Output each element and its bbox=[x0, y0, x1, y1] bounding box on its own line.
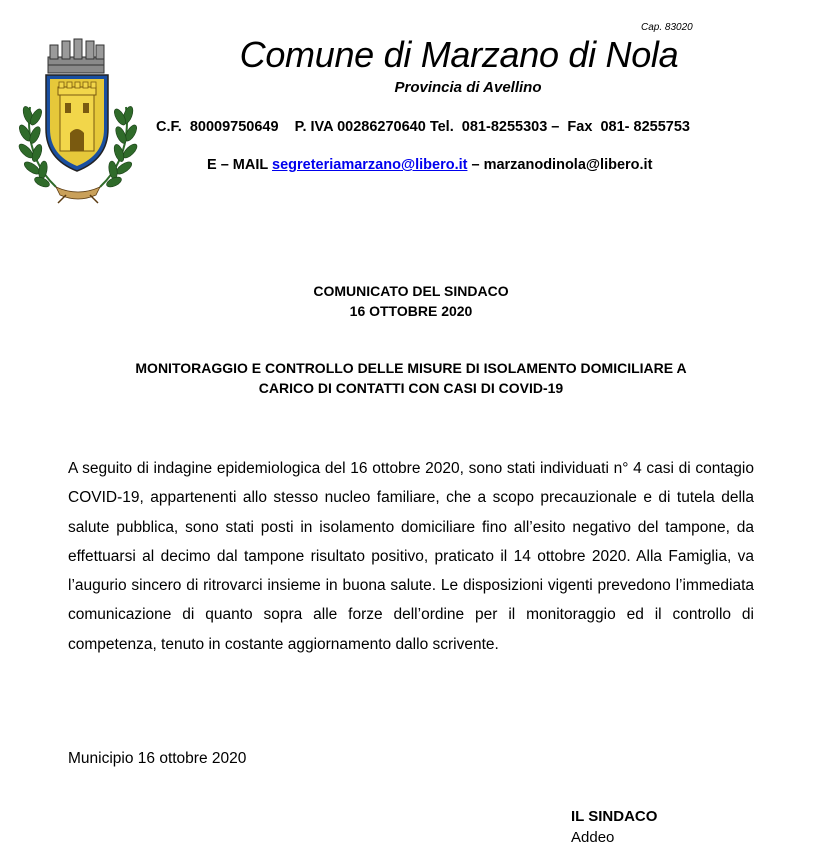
notice-subject bbox=[40, 358, 782, 398]
notice-heading-date: 16 OTTOBRE 2020 bbox=[349, 303, 473, 319]
email-secondary: – marzanodinola@libero.it bbox=[467, 157, 653, 173]
email-label: E – MAIL bbox=[207, 157, 272, 173]
province-label: Provincia di Avellino bbox=[394, 79, 542, 96]
fiscal-contact-line: C.F. 80009750649 P. IVA 00286270640 Tel. 081-8255303 – Fax 081- 8255753 bbox=[156, 119, 690, 135]
signature-name: Addeo bbox=[571, 829, 615, 846]
signature-title: IL SINDACO bbox=[571, 808, 658, 825]
notice-heading-title: COMUNICATO DEL SINDACO bbox=[313, 283, 509, 299]
notice-subject-line-2: CARICO DI CONTATTI CON CASI DI COVID-19 bbox=[258, 380, 564, 396]
place-date: Municipio 16 ottobre 2020 bbox=[68, 750, 247, 767]
notice-body: A seguito di indagine epidemiologica del 16 ottobre 2020, sono stati individuati n° 4 casi di contagio COVID-19, appartenenti allo stesso nucleo familiare, che a scopo precauzionale e di tutela della salute pubblica, sono stati posti in isolamento domiciliare fino all’esito negativo del tampone, da effettuarsi al decimo dal tampone risultato positivo, praticato il 14 ottobre 2020. Alla Famiglia, va l’augurio sincero di ritrovarci insieme in buona salute. Le disposizioni vigenti prevedono l’immediata comunicazione di quanto sopra alle forze dell’ordine per il monitoraggio ed il controllo di competenza, tenuto in costante aggiornamento dallo scrivente. bbox=[68, 460, 754, 653]
email-link[interactable]: segreteriamarzano@libero.it bbox=[272, 157, 468, 173]
notice-heading bbox=[0, 281, 822, 321]
postal-code: Cap. 83020 bbox=[641, 22, 693, 33]
notice-subject-line-1: MONITORAGGIO E CONTROLLO DELLE MISURE DI ISOLAMENTO DOMICILIARE A bbox=[135, 360, 687, 376]
email-line bbox=[207, 157, 652, 173]
page-title: Comune di Marzano di Nola bbox=[239, 34, 679, 75]
